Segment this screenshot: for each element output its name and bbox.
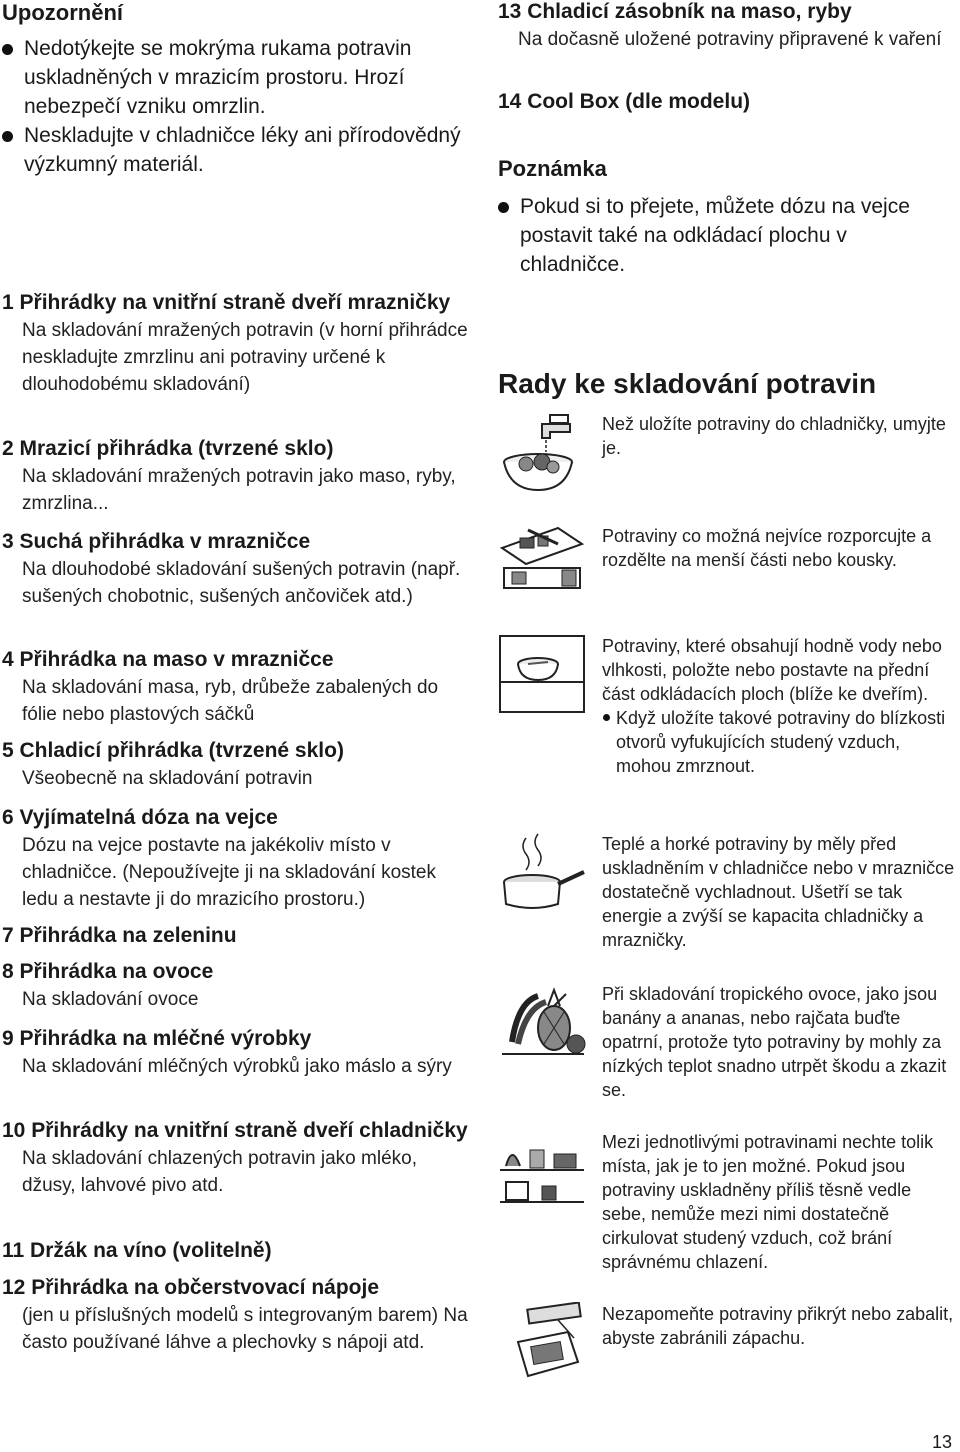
part-item (2, 645, 472, 728)
part-desc: Na skladování masa, ryb, drůbeže zabalených do fólie nebo plastových sáčků (22, 677, 439, 725)
part-title: 7 Přihrádka na zeleninu (2, 924, 237, 947)
part-desc: Na skladování mražených potravin (v horní přihrádce neskladujte zmrzlinu ani potraviny určené k dlouhodobému skladování) (22, 320, 468, 395)
note-list (498, 192, 953, 279)
tip-text: Mezi jednotlivými potravinami nechte tolik místa, jak je to jen možné. Pokud jsou potraviny uskladněny příliš těsně vedle sebe, nemůže mezi nimi dostatečně cirkulovat studený vzduch, což brání správnému chlazení. (602, 1132, 934, 1272)
tip-text: Než uložíte potraviny do chladničky, umyjte je. (602, 414, 946, 458)
part-title: 13 Chladicí zásobník na maso, ryby (498, 0, 852, 23)
part-item (2, 957, 472, 1013)
storage-tips-title: Rady ke skladování potravin (498, 368, 877, 399)
note-title: Poznámka (498, 156, 607, 181)
warning-item: Nedotýkejte se mokrýma rukama potravin uskladněných v mrazicím prostoru. Hrozí nebezpečí vzniku omrzlin. (2, 34, 467, 121)
part-item (2, 1116, 472, 1199)
warning-item: Neskladujte v chladničce léky ani přírodovědný výzkumný materiál. (2, 121, 467, 179)
part-desc: (jen u příslušných modelů s integrovaným barem) Na často používané láhve a plechovky s nápoji atd. (22, 1305, 468, 1353)
part-title: 12 Přihrádka na občerstvovací nápoje (2, 1276, 379, 1299)
part-desc: Na skladování mléčných výrobků jako máslo a sýry (22, 1056, 452, 1077)
part-desc: Na skladování ovoce (22, 989, 199, 1010)
tip-text: Nezapomeňte potraviny přikrýt nebo zabalit, abyste zabránili zápachu. (602, 1304, 954, 1348)
moist-food-shelf-icon (498, 634, 586, 714)
part-item (2, 434, 472, 517)
page-number: 13 (932, 1432, 953, 1452)
part-item (498, 0, 958, 53)
note-item: Pokud si to přejete, můžete dózu na vejce postavit také na odkládací plochu v chladničce. (498, 192, 953, 279)
part-desc: Na skladování chlazených potravin jako mléko, džusy, lahvové pivo atd. (22, 1148, 417, 1196)
tip-text: Potraviny co možná nejvíce rozporcujte a rozdělte na menší části nebo kousky. (602, 526, 932, 570)
part-title: 6 Vyjímatelná dóza na vejce (2, 806, 278, 829)
part-title: 5 Chladicí přihrádka (tvrzené sklo) (2, 739, 344, 762)
tip-text: Při skladování tropického ovoce, jako jsou banány a ananas, nebo rajčata buďte opatrní, protože tyto potraviny by mohly za nízkých teplot snadno utrpět škodu a zkazit se. (602, 984, 947, 1100)
part-item (2, 1273, 472, 1356)
part-title: 10 Přihrádky na vnitřní straně dveří chladničky (2, 1119, 468, 1142)
tip-text: Potraviny, které obsahují hodně vody nebo vlhkosti, položte nebo postavte na přední část odkládacích ploch (blíže ke dveřím). (602, 636, 942, 704)
part-title: 3 Suchá přihrádka v mrazničce (2, 530, 311, 553)
tip-text: Teplé a horké potraviny by měly před uskladněním v chladničce nebo v mrazničce dostatečně vychladnout. Ušetří se tak energie a zvýší se kapacita chladničky a mrazničky. (602, 834, 955, 950)
part-title: 9 Přihrádka na mléčné výrobky (2, 1027, 312, 1050)
part-desc: Na skladování mražených potravin jako maso, ryby, zmrzlina... (22, 466, 456, 514)
warning-list (2, 34, 467, 179)
part-desc: Dózu na vejce postavte na jakékoliv místo v chladničce. (Nepoužívejte ji na skladování kostek ledu a nestavte ji do mrazicího prostoru.) (22, 835, 437, 910)
part-item (2, 1236, 472, 1265)
part-title: 11 Držák na víno (volitelně) (2, 1239, 272, 1262)
part-desc: Na dočasně uložené potraviny připravené k vaření (518, 29, 942, 50)
part-item (2, 527, 472, 610)
part-title: 14 Cool Box (dle modelu) (498, 90, 751, 113)
part-item (2, 736, 472, 792)
part-title: 1 Přihrádky na vnitřní straně dveří mrazničky (2, 291, 451, 314)
part-item (2, 803, 472, 913)
part-item (498, 87, 958, 116)
spaced-food-icon (498, 1130, 586, 1210)
part-item (2, 1024, 472, 1080)
tip-subnote: Když uložíte takové potraviny do blízkosti otvorů vyfukujících studený vzduch, mohou zmrznout. (602, 706, 958, 778)
part-item (2, 288, 472, 398)
washing-food-icon (498, 412, 586, 492)
warning-title: Upozornění (2, 0, 123, 25)
wrap-food-icon (498, 1302, 586, 1382)
part-desc: Všeobecně na skladování potravin (22, 768, 313, 789)
part-desc: Na dlouhodobé skladování sušených potravin (např. sušených chobotnic, sušených ančoviček atd.) (22, 559, 461, 607)
part-title: 2 Mrazicí přihrádka (tvrzené sklo) (2, 437, 334, 460)
cutting-food-icon (498, 524, 586, 604)
hot-pot-icon (498, 832, 586, 912)
part-title: 4 Přihrádka na maso v mrazničce (2, 648, 334, 671)
part-item (2, 921, 472, 950)
tropical-fruit-icon (498, 982, 586, 1062)
part-title: 8 Přihrádka na ovoce (2, 960, 214, 983)
